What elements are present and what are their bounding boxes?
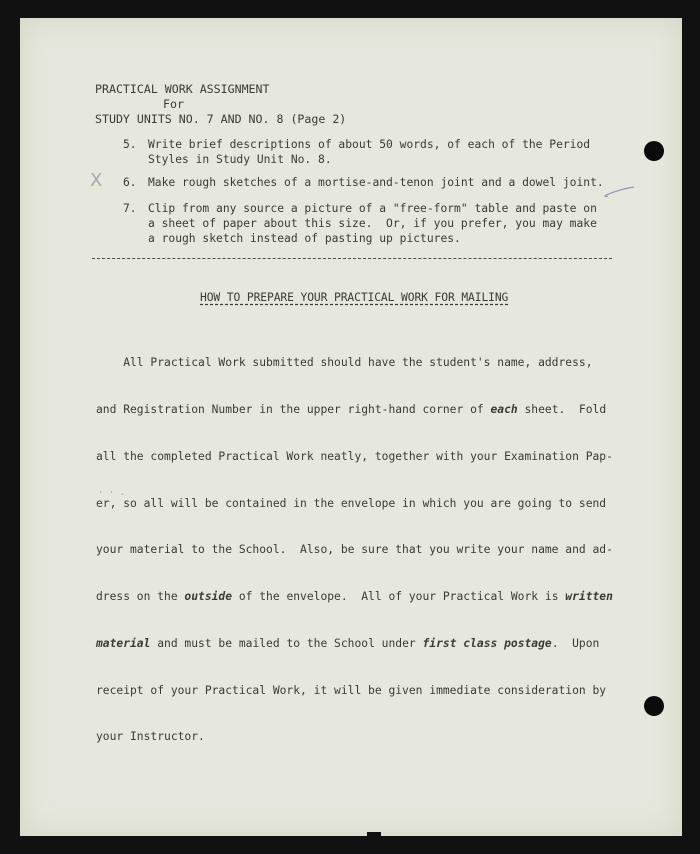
paragraph-line: material and must be mailed to the School under first class postage. Upon	[96, 636, 600, 650]
paragraph-line: your material to the School. Also, be sure that you write your name and ad-	[96, 543, 613, 557]
study-units-line: STUDY UNITS NO. 7 AND NO. 8 (Page 2)	[95, 112, 347, 126]
paragraph-line: er, so all will be contained in the envelope in which you are going to send	[96, 496, 607, 510]
item-number: 6.	[123, 176, 137, 189]
item-text-line: a rough sketch instead of pasting up pictures.	[148, 232, 461, 245]
item-text-line: Make rough sketches of a mortise-and-tenon joint and a dowel joint.	[148, 176, 604, 189]
item-number: 5.	[123, 138, 137, 151]
item-text-line: Write brief descriptions of about 50 words, of each of the Period	[148, 138, 591, 151]
punch-hole-icon	[644, 141, 664, 161]
bottom-clip	[367, 832, 381, 838]
dashed-divider	[92, 258, 612, 259]
instructions-paragraph	[96, 324, 616, 776]
paper-specks: · · .	[98, 488, 126, 498]
paragraph-line: all the completed Practical Work neatly, together with your Examination Pap-	[96, 449, 613, 463]
punch-hole-icon	[644, 696, 664, 716]
paragraph-line: your Instructor.	[96, 730, 205, 744]
assignment-title: PRACTICAL WORK ASSIGNMENT	[95, 82, 270, 96]
handwritten-x-mark: X	[90, 170, 103, 191]
item-text-line: a sheet of paper about this size. Or, if you prefer, you may make	[148, 217, 597, 230]
document-page	[20, 18, 682, 836]
item-text-line: Clip from any source a picture of a "free-form" table and paste on	[148, 202, 597, 215]
item-text-line: Styles in Study Unit No. 8.	[148, 153, 332, 166]
item-number: 7.	[123, 202, 137, 215]
section-title: HOW TO PREPARE YOUR PRACTICAL WORK FOR MAILING	[200, 291, 509, 304]
paragraph-line: receipt of your Practical Work, it will be given immediate consideration by	[96, 683, 607, 697]
handwritten-check-mark-icon	[602, 184, 636, 200]
paragraph-line: All Practical Work submitted should have the student's name, address,	[96, 356, 593, 370]
assignment-for: For	[163, 97, 184, 111]
paragraph-line: and Registration Number in the upper right-hand corner of each sheet. Fold	[96, 402, 607, 416]
paragraph-line: dress on the outside of the envelope. All of your Practical Work is written	[96, 590, 613, 604]
